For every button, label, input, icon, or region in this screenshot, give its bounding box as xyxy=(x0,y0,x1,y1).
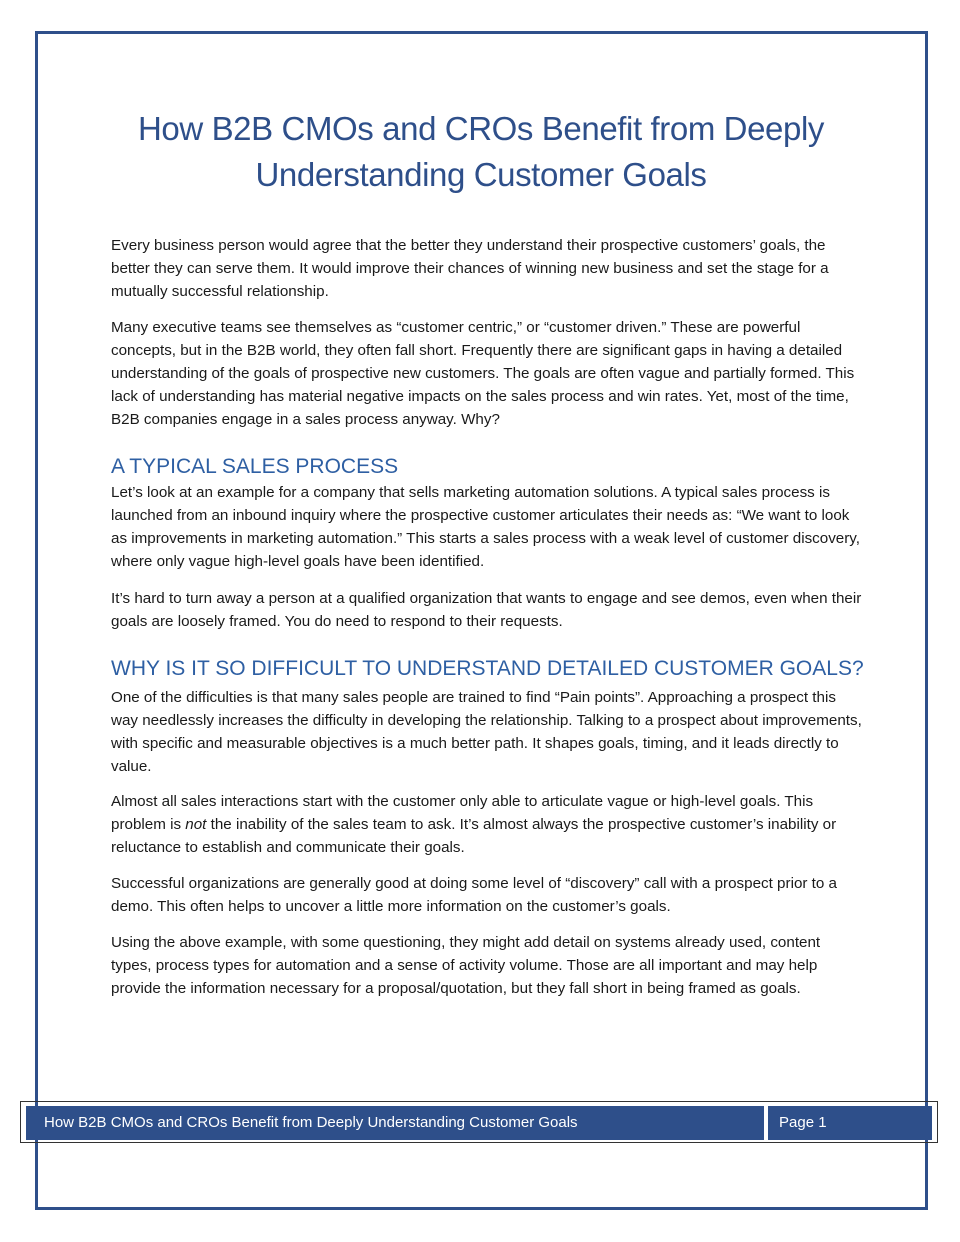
section1-paragraph-2: It’s hard to turn away a person at a qualified organization that wants to engage and see demos, even when their goals are loosely framed. You do need to respond to their requests. xyxy=(111,590,862,630)
footer-title: How B2B CMOs and CROs Benefit from Deeply Understanding Customer Goals xyxy=(26,1106,764,1140)
section2-paragraph-3: Successful organizations are generally good at doing some level of “discovery” call with a prospect prior to a demo. This often helps to uncover a little more information on the customer’s goals. xyxy=(111,875,837,915)
section2-paragraph-2 xyxy=(111,790,863,859)
section1-paragraph-1: Let’s look at an example for a company that sells marketing automation solutions. A typical sales process is launched from an inbound inquiry where the prospective customer articulates their needs as: “We want to look as improvements in marketing automation.” This starts a sales process with a weak level of customer discovery, where only vague high-level goals have been identified. xyxy=(111,484,860,570)
section-heading-typical-sales-process: A TYPICAL SALES PROCESS xyxy=(111,455,399,478)
section2-paragraph-2-text-b: the inability of the sales team to ask. It’s almost always the prospective customer’s inability or reluctance to establish and communicate their goals. xyxy=(111,816,837,856)
document-title: How B2B CMOs and CROs Benefit from Deeply Understanding Customer Goals xyxy=(137,110,824,193)
section2-paragraph-2-text-a: Almost all sales interactions start with the customer only able to articulate vague or high-level goals. This problem is xyxy=(111,793,814,833)
section2-paragraph-4: Using the above example, with some questioning, they might add detail on systems already used, content types, process types for automation and a sense of activity volume. Those are all important and may help provide the information necessary for a proposal/quotation, but they fall short in being framed as goals. xyxy=(111,934,821,997)
intro-paragraph-2: Many executive teams see themselves as “customer centric,” or “customer driven.” These are powerful concepts, but in the B2B world, they often fall short. Frequently there are significant gaps in having a detailed understanding of the goals of prospective new customers. The goals are often vague and partially formed. This lack of understanding has material negative impacts on the sales process and win rates. Yet, most of the time, B2B companies engage in a sales process anyway. Why? xyxy=(111,319,855,428)
emphasis-not: not xyxy=(185,816,207,833)
section-heading-why-difficult: WHY IS IT SO DIFFICULT TO UNDERSTAND DETAILED CUSTOMER GOALS? xyxy=(111,657,864,680)
intro-paragraph-1: Every business person would agree that the better they understand their prospective customers’ goals, the better they can serve them. It would improve their chances of winning new business and set the stage for a mutually successful relationship. xyxy=(111,237,829,300)
footer-page-number: Page 1 xyxy=(768,1106,932,1140)
section2-paragraph-1: One of the difficulties is that many sales people are trained to find “Pain points”. Approaching a prospect this way needlessly increases the difficulty in developing the relationship. Talking to a prospect about improvements, with specific and measurable objectives is a much better path. It shapes goals, timing, and it leads directly to value. xyxy=(111,689,862,775)
